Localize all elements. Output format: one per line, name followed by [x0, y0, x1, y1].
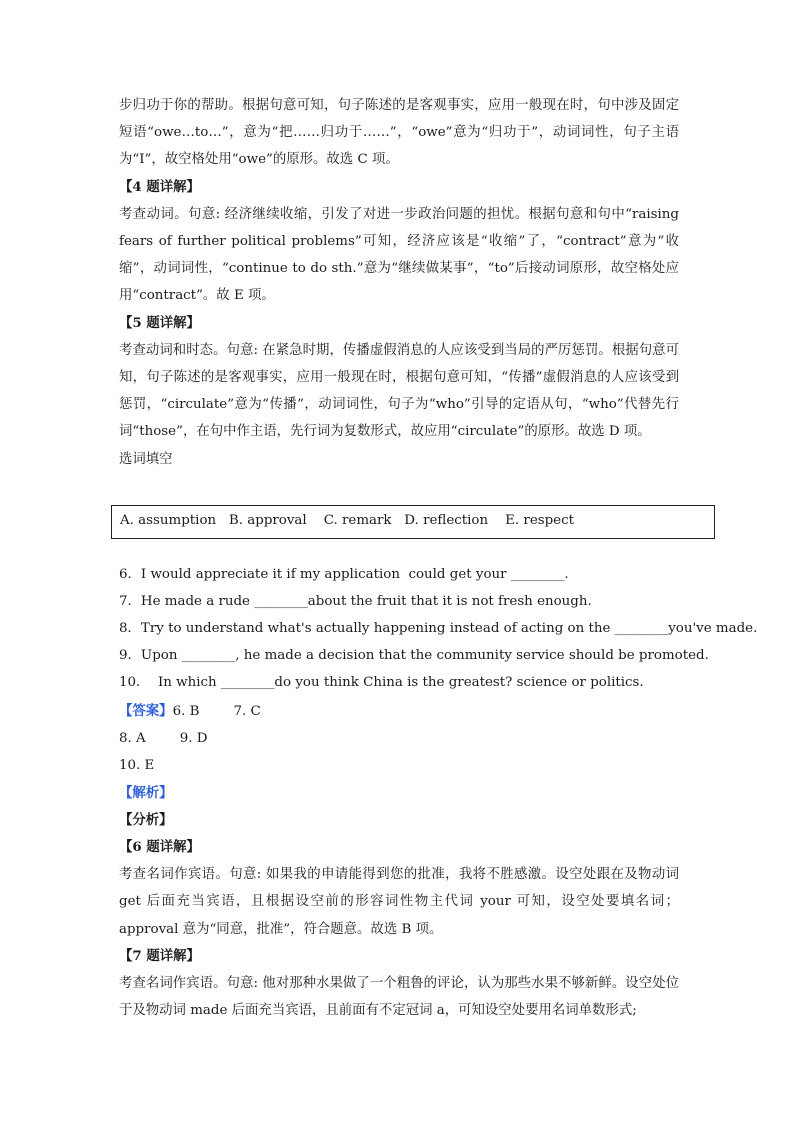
- heading-q4: 【4 题详解】: [119, 178, 200, 195]
- heading-q6: 【6 题详解】: [119, 839, 200, 856]
- analysis-label: 【解析】: [119, 784, 173, 801]
- answer-line-3: 10. E: [119, 758, 155, 774]
- heading-q7: 【7 题详解】: [119, 947, 200, 964]
- paragraph-q6: 考查名词作宾语。句意: 如果我的申请能得到您的批准，我将不胜感激。设空处跟在及物动词 get 后面充当宾语，且根据设空前的形容词性物主代词 your 可知，设空处要填名词；approval 意为“同意，批准”，符合题意。故选 B 项。: [119, 867, 679, 937]
- question-8: 8．Try to understand what's actually happening instead of acting on the ________you've made.: [119, 621, 758, 636]
- answer-values-1: 6. B 7. C: [172, 704, 261, 719]
- paragraph-q5: 考查动词和时态。句意: 在紧急时期，传播虚假消息的人应该受到当局的严厉惩罚。根据句意可知，句子陈述的是客观事实，应用一般现在时，根据句意可知，“传播”虚假消息的人应该受到惩罚，“circulate”意为“传播”，动词词性，句子为“who”引导的定语从句，“who”代替先行词“those”，在句中作主语，先行词为复数形式，故应用“circulate”的原形。故选 D 项。: [119, 342, 679, 440]
- question-7: 7．He made a rude ________about the fruit that it is not fresh enough.: [119, 594, 592, 609]
- options-box: A. assumption B. approval C. remark D. reflection E. respect: [111, 505, 715, 539]
- section-title: 选词填空: [119, 451, 173, 467]
- question-6: 6．I would appreciate it if my application could get your ________.: [119, 567, 569, 582]
- analysis-heading: 【分析】: [119, 811, 173, 828]
- heading-q5: 【5 题详解】: [119, 314, 200, 331]
- paragraph-q3-continued: 步归功于你的帮助。根据句意可知，句子陈述的是客观事实，应用一般现在时，句中涉及固定短语“owe…to…”，意为“把……归功于……”，“owe”意为“归功于”，动词词性，句子主语为“I”，故空格处用“owe”的原形。故选 C 项。: [119, 98, 679, 168]
- paragraph-q4: 考查动词。句意: 经济继续收缩，引发了对进一步政治问题的担忧。根据句意和句中“raising fears of further political problems”可知，经济应该是“收缩”了，“contract”意为“收缩”，动词词性，“continue to do sth.”意为“继续做某事”，“to”后接动词原形，故空格处应用“contract”。故 E 项。: [119, 206, 679, 304]
- answer-section: [119, 698, 679, 1024]
- paragraph-q7: 考查名词作宾语。句意: 他对那种水果做了一个粗鲁的评论，认为那些水果不够新鲜。设空处位于及物动词 made 后面充当宾语，且前面有不定冠词 a，可知设空处要用名词单数形式;: [119, 976, 679, 1019]
- answer-label: 【答案】: [119, 703, 173, 719]
- question-9: 9．Upon ________, he made a decision that the community service should be promoted.: [119, 648, 709, 663]
- answer-line-2: 8. A 9. D: [119, 731, 208, 747]
- answer-line-1: [119, 698, 679, 725]
- top-section: [119, 92, 679, 473]
- question-10: 10． In which ________do you think China is the greatest? science or politics.: [119, 675, 644, 690]
